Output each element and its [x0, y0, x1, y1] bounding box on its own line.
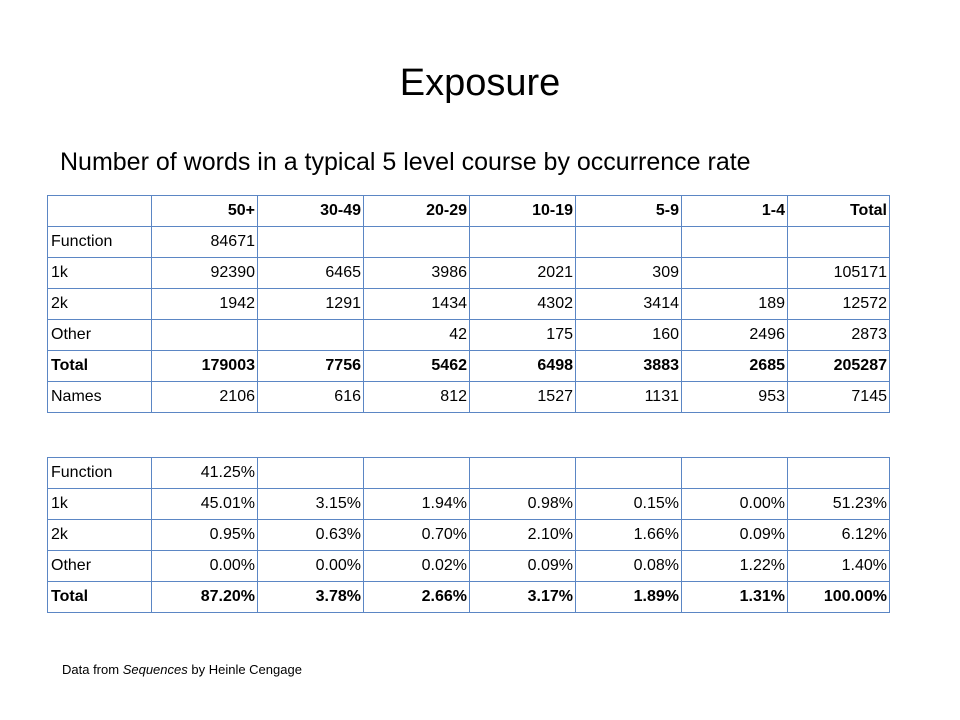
table-cell: 309 [576, 258, 682, 289]
table-cell: 179003 [152, 351, 258, 382]
table-cell: 3986 [364, 258, 470, 289]
table-cell: 3.15% [258, 489, 364, 520]
table-row [48, 551, 890, 582]
table-row [48, 458, 890, 489]
table-cell [788, 227, 890, 258]
table-cell: 0.15% [576, 489, 682, 520]
table-cell: 45.01% [152, 489, 258, 520]
table-cell: 1.66% [576, 520, 682, 551]
table-cell: 1.40% [788, 551, 890, 582]
table-cell: 3414 [576, 289, 682, 320]
table-cell: 2106 [152, 382, 258, 413]
table-cell: 1.94% [364, 489, 470, 520]
table-cell: 2496 [682, 320, 788, 351]
table-cell: 1434 [364, 289, 470, 320]
table-cell: 84671 [152, 227, 258, 258]
row-label: 1k [48, 258, 152, 289]
table-cell [470, 227, 576, 258]
table-cell: 105171 [788, 258, 890, 289]
table-cell: 51.23% [788, 489, 890, 520]
table-row [48, 289, 890, 320]
table-cell [152, 320, 258, 351]
table-cell: 0.00% [258, 551, 364, 582]
table-cell: 1131 [576, 382, 682, 413]
table-cell: 175 [470, 320, 576, 351]
row-label: Other [48, 551, 152, 582]
table-cell: 3883 [576, 351, 682, 382]
table-cell: 0.95% [152, 520, 258, 551]
table-cell: 2.66% [364, 582, 470, 613]
table-cell [682, 258, 788, 289]
table-cell: 1942 [152, 289, 258, 320]
table-cell: 12572 [788, 289, 890, 320]
table-cell: 2.10% [470, 520, 576, 551]
word-count-table [47, 195, 890, 413]
table-cell: 1.22% [682, 551, 788, 582]
table-cell: 0.09% [682, 520, 788, 551]
row-label: Total [48, 582, 152, 613]
table-cell: 0.08% [576, 551, 682, 582]
header-row [48, 196, 890, 227]
table-cell: 100.00% [788, 582, 890, 613]
table-cell: 1291 [258, 289, 364, 320]
table-cell [576, 227, 682, 258]
column-header [48, 196, 152, 227]
table-cell: 0.98% [470, 489, 576, 520]
table-cell: 7756 [258, 351, 364, 382]
table-cell [576, 458, 682, 489]
table-cell: 1.89% [576, 582, 682, 613]
row-label: 2k [48, 289, 152, 320]
table-cell: 87.20% [152, 582, 258, 613]
column-header: 10-19 [470, 196, 576, 227]
table-cell: 7145 [788, 382, 890, 413]
table-cell: 3.78% [258, 582, 364, 613]
table-cell: 0.09% [470, 551, 576, 582]
table-cell: 1.31% [682, 582, 788, 613]
table-row [48, 258, 890, 289]
table-row [48, 489, 890, 520]
row-label: Other [48, 320, 152, 351]
table-cell [682, 227, 788, 258]
table-cell: 6465 [258, 258, 364, 289]
table-cell: 2685 [682, 351, 788, 382]
footnote-source-title: Sequences [122, 662, 188, 677]
table-cell: 189 [682, 289, 788, 320]
table-cell [788, 458, 890, 489]
table-cell [258, 227, 364, 258]
table-cell: 4302 [470, 289, 576, 320]
column-header: 50+ [152, 196, 258, 227]
table-cell [258, 458, 364, 489]
row-label: 2k [48, 520, 152, 551]
slide-subtitle: Number of words in a typical 5 level course by occurrence rate [60, 148, 751, 176]
table-cell [364, 227, 470, 258]
column-header: Total [788, 196, 890, 227]
table-cell: 0.02% [364, 551, 470, 582]
table-cell [258, 320, 364, 351]
percentage-table [47, 457, 890, 613]
table-cell: 160 [576, 320, 682, 351]
table-cell: 6.12% [788, 520, 890, 551]
table-cell [364, 458, 470, 489]
column-header: 1-4 [682, 196, 788, 227]
table-cell: 2021 [470, 258, 576, 289]
table-row [48, 582, 890, 613]
table-cell: 3.17% [470, 582, 576, 613]
table-cell: 1527 [470, 382, 576, 413]
table-cell: 6498 [470, 351, 576, 382]
table-cell: 0.00% [682, 489, 788, 520]
table-cell: 41.25% [152, 458, 258, 489]
table-row [48, 520, 890, 551]
table-cell: 616 [258, 382, 364, 413]
table-cell: 0.00% [152, 551, 258, 582]
row-label: Function [48, 227, 152, 258]
footnote-suffix: by Heinle Cengage [187, 662, 302, 677]
table-cell: 953 [682, 382, 788, 413]
footnote-prefix: Data from [62, 662, 123, 677]
slide-title: Exposure [399, 62, 561, 104]
table-cell: 92390 [152, 258, 258, 289]
row-label: Names [48, 382, 152, 413]
row-label: Total [48, 351, 152, 382]
table-cell: 2873 [788, 320, 890, 351]
row-label: 1k [48, 489, 152, 520]
column-header: 20-29 [364, 196, 470, 227]
table-cell: 205287 [788, 351, 890, 382]
table-cell: 0.63% [258, 520, 364, 551]
table-row [48, 320, 890, 351]
row-label: Function [48, 458, 152, 489]
table-cell: 0.70% [364, 520, 470, 551]
table-cell [470, 458, 576, 489]
table-cell: 5462 [364, 351, 470, 382]
table-cell: 42 [364, 320, 470, 351]
table-row [48, 382, 890, 413]
table-cell: 812 [364, 382, 470, 413]
table-cell [682, 458, 788, 489]
column-header: 5-9 [576, 196, 682, 227]
source-footnote [62, 662, 302, 677]
table-row [48, 351, 890, 382]
table-row [48, 227, 890, 258]
column-header: 30-49 [258, 196, 364, 227]
